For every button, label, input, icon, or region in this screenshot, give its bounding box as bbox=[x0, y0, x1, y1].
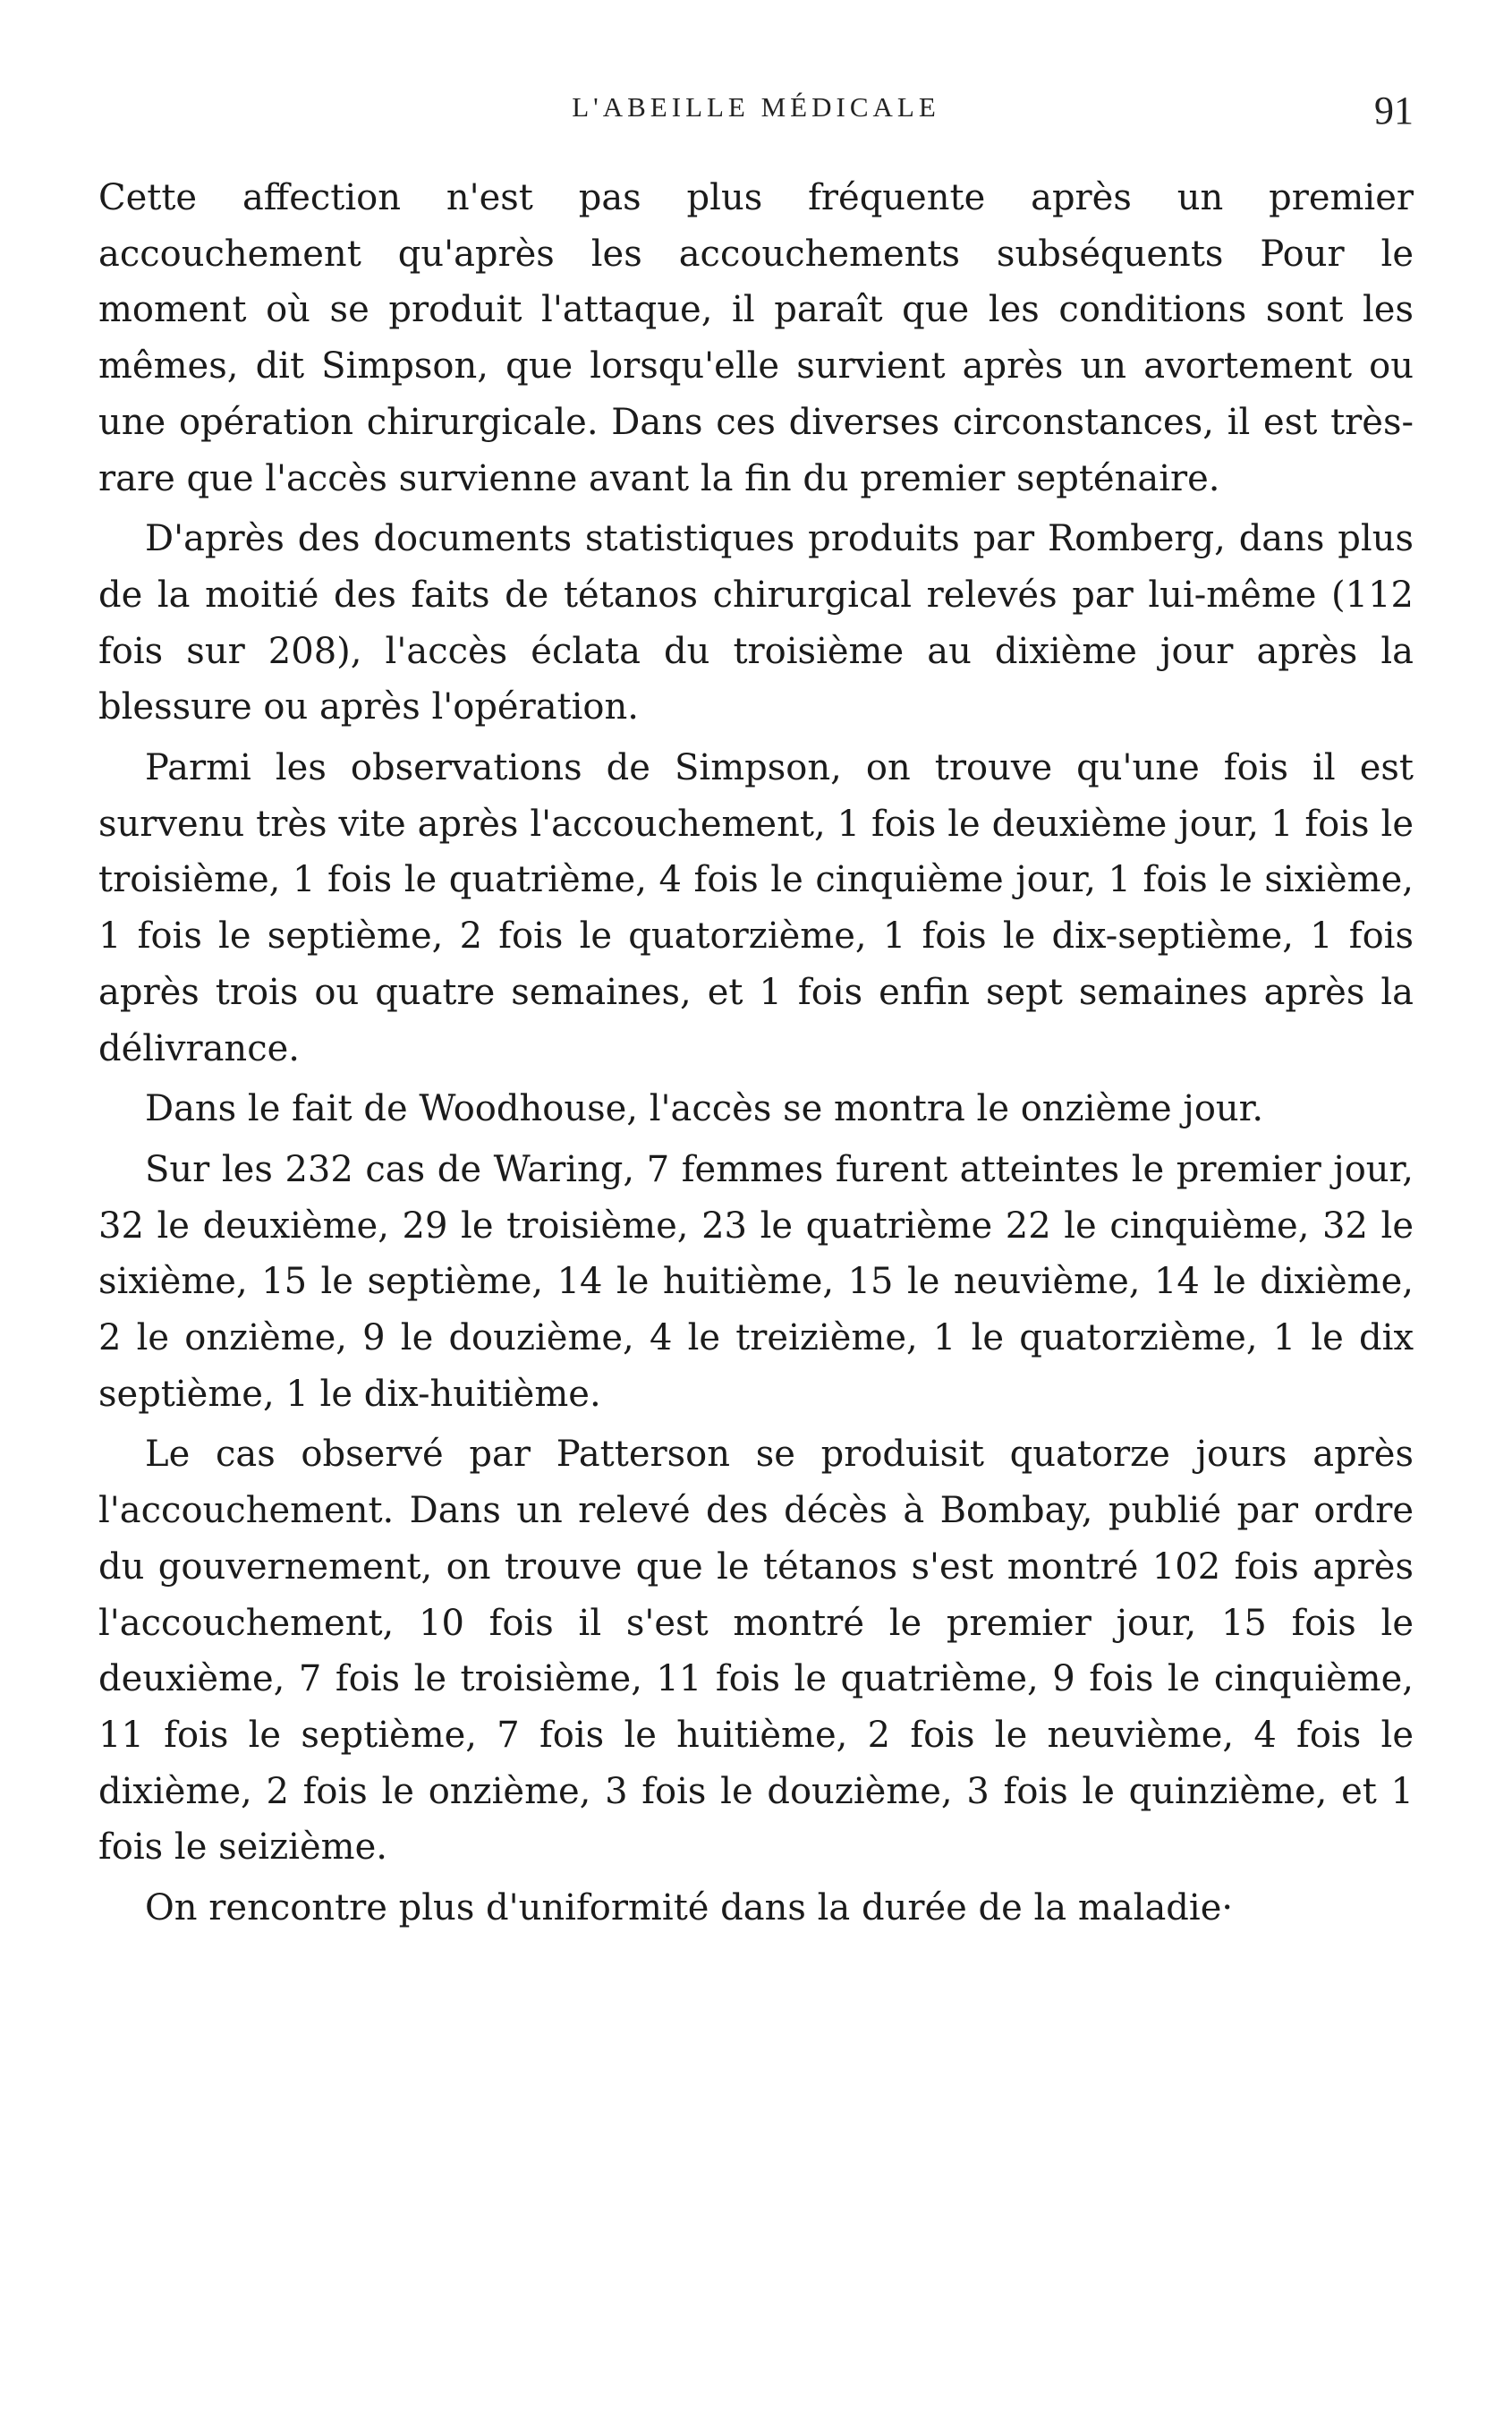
paragraph: D'après des documents statistiques produits par Romberg, dans plus de la moitié des faits de tétanos chirurgical relevés par lui-même (112 fois sur 208), l'accès éclata du troisième au dixième jour après la blessure ou après l'opération. bbox=[98, 518, 1414, 728]
page-number: 91 bbox=[1374, 89, 1414, 132]
running-title: L'ABEILLE MÉDICALE bbox=[572, 91, 940, 123]
running-head bbox=[98, 89, 1414, 143]
paragraph: Dans le fait de Woodhouse, l'accès se montra le onzième jour. bbox=[145, 1088, 1264, 1130]
body-text bbox=[98, 170, 1414, 1941]
paragraph: Cette affection n'est pas plus fréquente après un premier accouchement qu'après les accouchements subséquents Pour le moment où se produit l'attaque, il paraît que les conditions sont les mêmes, dit Simpson, que lorsqu'elle survient après un avortement ou une opération chirurgicale. Dans ces diverses circonstances, il est très-rare que l'accès survienne avant la fin du premier septénaire. bbox=[98, 177, 1414, 499]
paragraph: Sur les 232 cas de Waring, 7 femmes furent atteintes le premier jour, 32 le deuxième, 29 le troisième, 23 le quatrième 22 le cinquième, 32 le sixième, 15 le septième, 14 le huitième, 15 le neuvième, 14 le dixième, 2 le onzième, 9 le douzième, 4 le treizième, 1 le quatorzième, 1 le dix septième, 1 le dix-huitième. bbox=[98, 1148, 1414, 1415]
paragraph: Le cas observé par Patterson se produisit quatorze jours après l'accouchement. Dans un relevé des décès à Bombay, publié par ordre du gouvernement, on trouve que le tétanos s'est montré 102 fois après l'accouchement, 10 fois il s'est montré le premier jour, 15 fois le deuxième, 7 fois le troisième, 11 fois le quatrième, 9 fois le cinquième, 11 fois le septième, 7 fois le huitième, 2 fois le neuvième, 4 fois le dixième, 2 fois le onzième, 3 fois le douzième, 3 fois le quinzième, et 1 fois le seizième. bbox=[98, 1434, 1414, 1869]
paragraph: On rencontre plus d'uniformité dans la durée de la maladie· bbox=[145, 1887, 1234, 1929]
paragraph: Parmi les observations de Simpson, on trouve qu'une fois il est survenu très vite après l'accouchement, 1 fois le deuxième jour, 1 fois le troisième, 1 fois le quatrième, 4 fois le cinquième jour, 1 fois le sixième, 1 fois le septième, 2 fois le quatorzième, 1 fois le dix-septième, 1 fois après trois ou quatre semaines, et 1 fois enfin sept semaines après la délivrance. bbox=[98, 747, 1414, 1069]
